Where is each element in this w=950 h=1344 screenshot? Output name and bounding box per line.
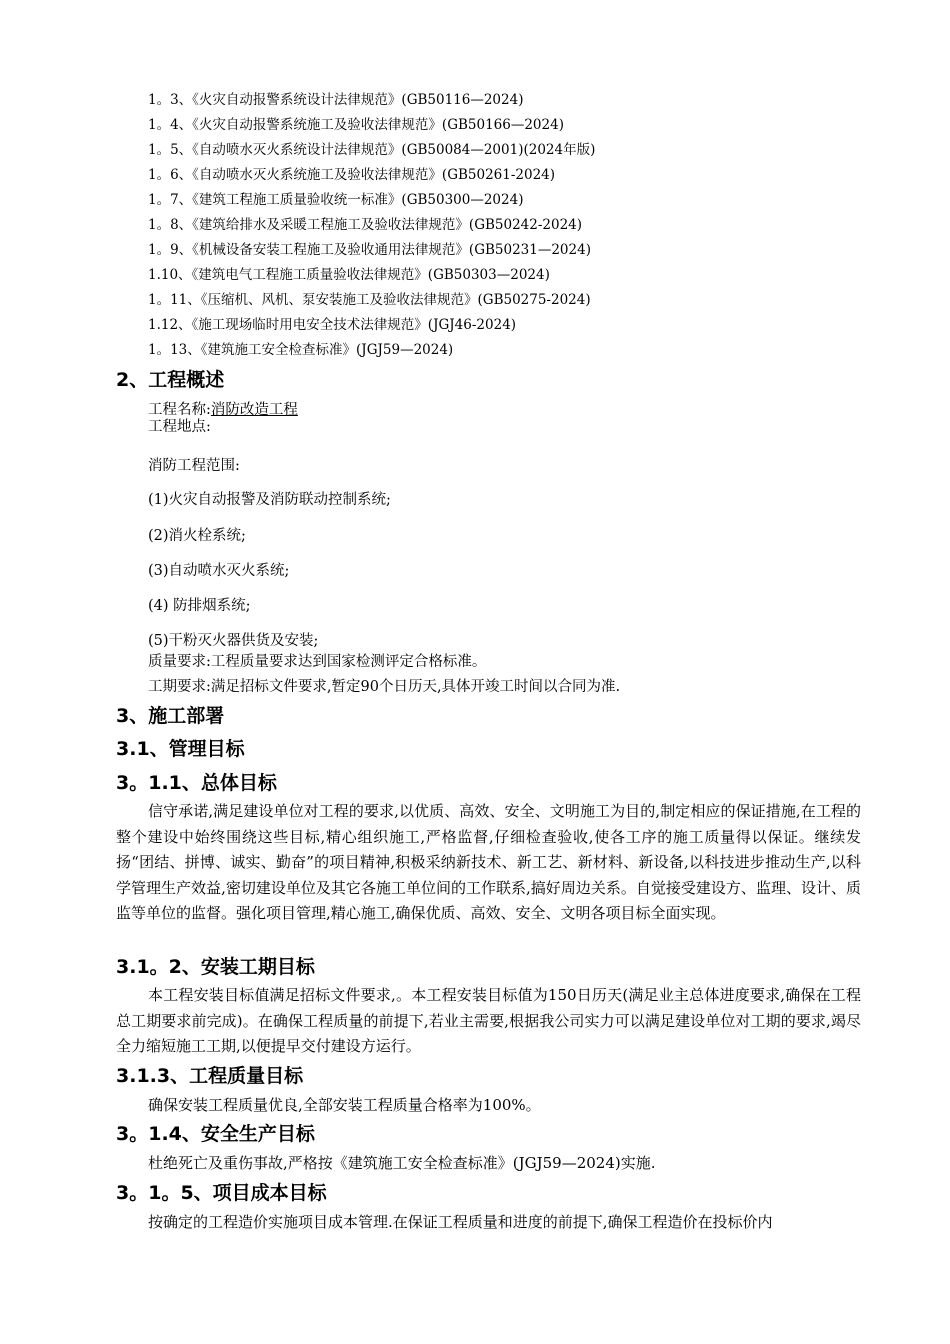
reference-item: 1。4、《火灾自动报警系统施工及验收法律规范》(GB50166—2024) <box>148 117 564 133</box>
reference-item: 1。9、《机械设备安装工程施工及验收通用法律规范》(GB50231—2024) <box>148 242 591 258</box>
scope-item: (4) 防排烟系统; <box>148 598 251 614</box>
reference-item: 1。3、《火灾自动报警系统设计法律规范》(GB50116—2024) <box>148 92 524 108</box>
goal-text-overall: 信守承诺,满足建设单位对工程的要求,以优质、高效、安全、文明施工为目的,制定相应的保证措施,在工程的整个建设中始终围绕这些目标,精心组织施工,严格监督,仔细检查验收,使各工序的施工质量得以保证。继续发扬“团结、拼博、诚实、勤奋”的项目精神,积极采纳新技术、新工艺、新材料、新设备,以科技进步推动生产,以科学管理生产效益,密切建设单位及其它各施工单位间的工作联系,搞好周边关系。自觉接受建设方、监理、设计、质监等单位的监督。强化项目管理,精心施工,确保优质、高效、安全、文明各项目标全面实现。 <box>116 802 861 922</box>
project-name-value: 消防改造工程 <box>210 402 298 418</box>
scope-label: 消防工程范围: <box>148 458 240 474</box>
section-heading-deployment: 3、施工部署 <box>116 705 225 727</box>
goal-heading-overall: 3。1.1、总体目标 <box>116 772 277 794</box>
goal-text-quality: 确保安装工程质量优良,全部安装工程质量合格率为100%。 <box>148 1096 541 1114</box>
schedule-requirement: 工期要求:满足招标文件要求,暂定90个日历天,具体开竣工时间以合同为准. <box>148 679 621 695</box>
project-location-label: 工程地点: <box>148 419 211 435</box>
reference-item: 1。5、《自动喷水灭火系统设计法律规范》(GB50084—2001)(2024年版) <box>148 142 596 158</box>
goal-heading-safety: 3。1.4、安全生产目标 <box>116 1123 315 1145</box>
project-name-label: 工程名称: <box>148 402 211 418</box>
scope-item: (5)干粉灭火器供货及安装; <box>148 633 319 649</box>
scope-item: (3)自动喷水灭火系统; <box>148 563 290 579</box>
quality-requirement: 质量要求:工程质量要求达到国家检测评定合格标准。 <box>148 654 487 670</box>
reference-item: 1.12、《施工现场临时用电安全技术法律规范》(JGJ46-2024) <box>148 317 517 333</box>
goal-text-safety: 杜绝死亡及重伤事故,严格按《建筑施工安全检查标准》(JGJ59—2024)实施. <box>148 1154 656 1172</box>
scope-item: (2)消火栓系统; <box>148 528 246 544</box>
goal-heading-quality: 3.1.3、工程质量目标 <box>116 1065 304 1087</box>
reference-item: 1。13、《建筑施工安全检查标准》(JGJ59—2024) <box>148 342 454 358</box>
goal-text-schedule: 本工程安装目标值满足招标文件要求,。本工程安装目标值为150日历天(满足业主总体进度要求,确保在工程总工期要求前完成)。在确保工程质量的前提下,若业主需要,根据我公司实力可以满足建设单位对工期的要求,竭尽全力缩短施工工期,以便提早交付建设方运行。 <box>116 986 861 1055</box>
subsection-heading-management-goals: 3.1、管理目标 <box>116 738 245 760</box>
reference-item: 1。11、《压缩机、风机、泵安装施工及验收法律规范》(GB50275-2024) <box>148 292 591 308</box>
goal-text-cost: 按确定的工程造价实施项目成本管理.在保证工程质量和进度的前提下,确保工程造价在投标价内 <box>148 1213 773 1231</box>
reference-item: 1.10、《建筑电气工程施工质量验收法律规范》(GB50303—2024) <box>148 267 550 283</box>
goal-heading-cost: 3。1。5、项目成本目标 <box>116 1182 327 1204</box>
scope-item: (1)火灾自动报警及消防联动控制系统; <box>148 492 391 508</box>
reference-item: 1。8、《建筑给排水及采暖工程施工及验收法律规范》(GB50242-2024) <box>148 217 583 233</box>
goal-heading-schedule: 3.1。2、安装工期目标 <box>116 956 315 978</box>
section-heading-overview: 2、工程概述 <box>116 369 225 391</box>
reference-item: 1。7、《建筑工程施工质量验收统一标准》(GB50300—2024) <box>148 192 524 208</box>
reference-item: 1。6、《自动喷水灭火系统施工及验收法律规范》(GB50261-2024) <box>148 167 556 183</box>
